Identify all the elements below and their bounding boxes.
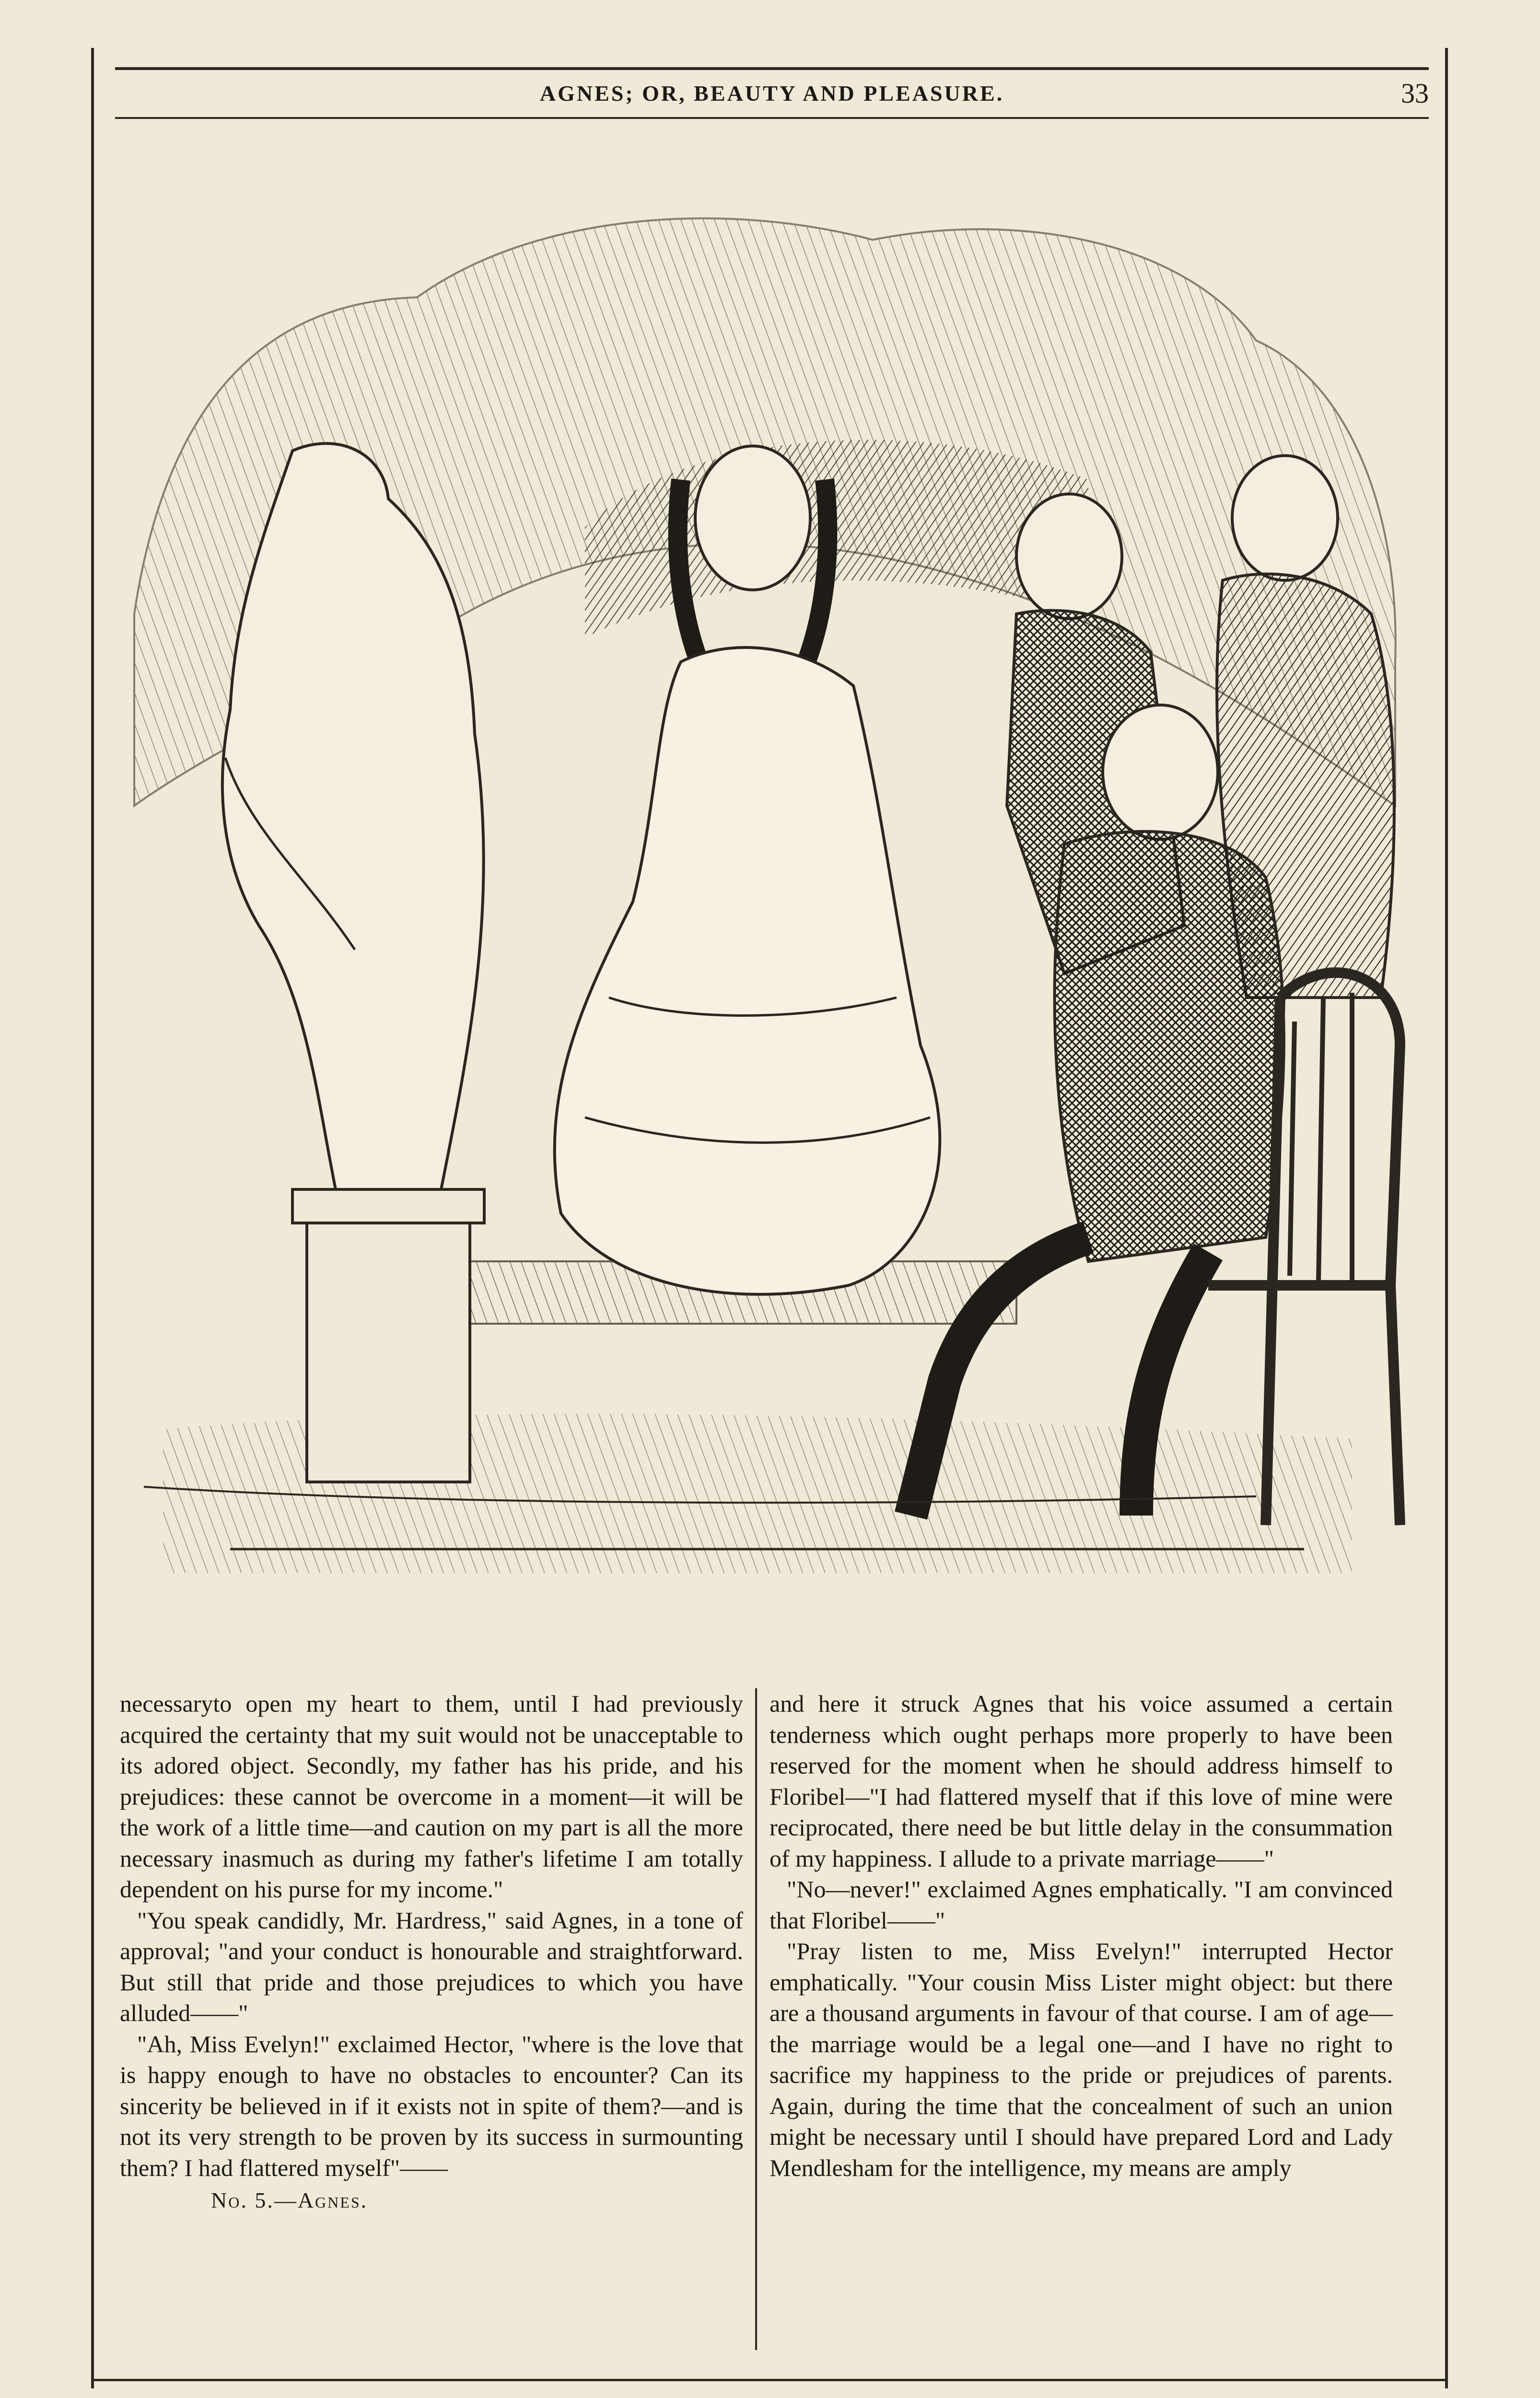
- right-paragraph-3: "Pray listen to me, Miss Evelyn!" interrupted Hector emphatically. "Your cousin Miss Lister might object: but there are a thousand arguments in favour of that course. I am of age—the marriage would be a legal one—and I have no right to sacrifice my happiness to the pride or prejudices of parents. Again, during the time that the concealment of such an union might be necessary until I should have prepared Lord and Lady Mendlesham for the intelligence, my means are amply: [770, 1938, 1393, 2181]
- right-paragraph-1: and here it struck Agnes that his voice assumed a certain tenderness which ought perhaps more properly to have been reserved for the moment when he should address himself to Floribel—"I had flattered myself that if this love of mine were reciprocated, there need be but little delay in the consummation of my happiness. I allude to a private marriage——": [770, 1690, 1393, 1872]
- bottom-rule: [91, 2379, 1448, 2381]
- engraving-illustration: [105, 182, 1410, 1621]
- right-column: [770, 1688, 1393, 2350]
- man-two-head: [1232, 456, 1338, 580]
- part-label: No. 5.—Agnes.: [211, 2188, 368, 2212]
- illustration-svg: [105, 182, 1410, 1621]
- pedestal-cap: [292, 1189, 484, 1223]
- left-column: [120, 1688, 743, 2350]
- header-rule-bottom: [115, 117, 1429, 119]
- running-head: AGNES; OR, BEAUTY AND PLEASURE.: [539, 81, 1004, 106]
- man-one-head: [1016, 494, 1122, 619]
- lady-head: [695, 446, 810, 590]
- pedestal: [307, 1213, 470, 1482]
- left-paragraph-2: "You speak candidly, Mr. Hardress," said Agnes, in a tone of approval; "and your conduct is honourable and straightforward. But still that pride and those prejudices to which you have alluded——": [120, 1906, 743, 2026]
- seated-man-body: [1055, 832, 1284, 1261]
- column-divider: [755, 1688, 757, 2350]
- header-rule-top: [115, 67, 1429, 70]
- seated-man-head: [1103, 705, 1218, 839]
- lady-dress: [555, 647, 940, 1294]
- right-paragraph-2: "No—never!" exclaimed Agnes emphatically. "I am convinced that Floribel——": [770, 1876, 1393, 1934]
- left-paragraph-1: necessaryto open my heart to them, until I had previously acquired the certainty that my suit would not be unacceptable to its adored object. Secondly, my father has his pride, and his prejudices: these cannot be overcome in a moment—it will be the work of a little time—and caution on my part is all the more necessary inasmuch as during my father's lifetime I am totally dependent on his purse for my income.": [120, 1690, 743, 1903]
- page-number: 33: [1401, 78, 1429, 109]
- text-columns: [120, 1688, 1405, 2350]
- left-paragraph-3: "Ah, Miss Evelyn!" exclaimed Hector, "where is the love that is happy enough to have no obstacles to encounter? Can its sincerity be believed in if it exists not in spite of them?—and is not its very strength to be proven by its success in surmounting them? I had flattered myself"——: [120, 2030, 743, 2181]
